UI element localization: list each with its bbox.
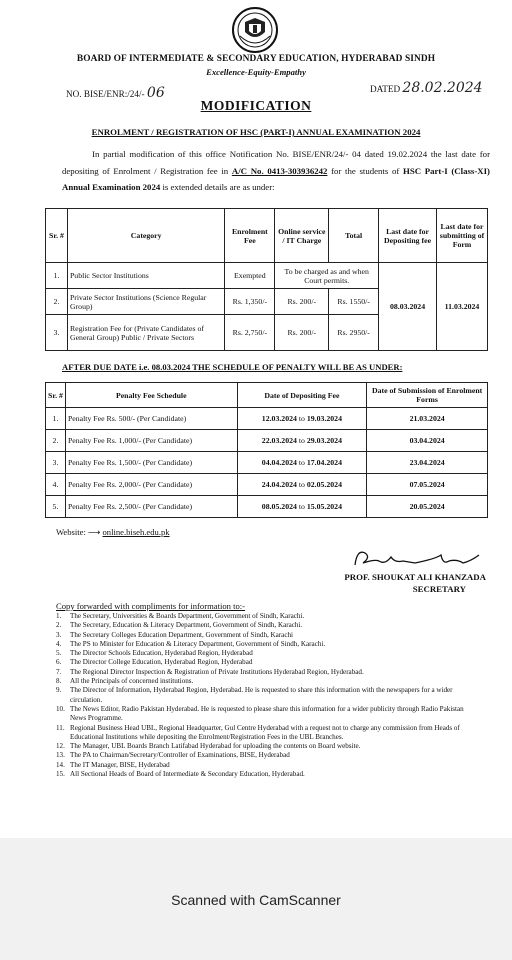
list-item-number: 15. xyxy=(56,770,65,779)
date-to: 29.03.2024 xyxy=(306,436,342,445)
table-row xyxy=(46,496,488,518)
dated xyxy=(370,80,483,96)
list-item xyxy=(56,649,476,658)
table-header: Penalty Fee Schedule xyxy=(65,383,237,408)
list-item-text: The Director of Information, Hyderabad Region, Hyderabad. He is requested to share this information with the newspapers for a wider circulation. xyxy=(70,686,453,704)
table-cell xyxy=(237,430,367,452)
table-header: Enrolment Fee xyxy=(225,209,275,263)
list-item-number: 9. xyxy=(56,686,62,695)
table-header: Sr. # xyxy=(46,383,66,408)
list-item-text: The Manager, UBL Boards Branch Latifabad Hyderabad for uploading the contents on Board website. xyxy=(70,742,361,751)
list-item xyxy=(56,677,476,686)
list-item-number: 2. xyxy=(56,621,62,630)
list-item xyxy=(56,705,476,724)
table-cell: Rs. 200/- xyxy=(275,315,329,351)
scanner-watermark: Scanned with CamScanner xyxy=(171,892,341,908)
date-to-word: to xyxy=(298,502,305,511)
table-cell: 20.05.2024 xyxy=(367,496,488,518)
table-cell: Penalty Fee Rs. 2,000/- (Per Candidate) xyxy=(65,474,237,496)
list-item-text: Regional Business Head UBL, Regional Headquarter, Gul Centre Hyderabad with a request not to charge any commission from Heads of Educational Institutions while depositing the Enrolment/Registration Fees in the UBL Branches. xyxy=(70,723,460,741)
table-cell: 3. xyxy=(46,315,68,351)
list-item-text: The Director Schools Education, Hyderabad Region, Hyderabad xyxy=(70,649,253,658)
list-item-number: 7. xyxy=(56,667,62,676)
list-item-text: The Secretary, Universities & Boards Department, Government of Sindh, Karachi. xyxy=(70,612,305,620)
list-item-number: 6. xyxy=(56,658,62,667)
list-item xyxy=(56,770,476,779)
table-cell: To be charged as and when Court permits. xyxy=(275,263,379,289)
signatory-name: PROF. SHOUKAT ALI KHANZADA xyxy=(344,572,486,582)
list-item-text: The News Editor, Radio Pakistan Hyderabad. He is requested to please share this information for a wider publicity through Radio Pakistan News Programme. xyxy=(70,704,464,723)
date-from: 24.04.2024 xyxy=(261,480,297,489)
table-cell: Private Sector Institutions (Science Regular Group) xyxy=(67,289,224,315)
body-part3: HSC Part-I (Class-XI) Annual Examination 2024 xyxy=(62,165,490,192)
list-item-number: 12. xyxy=(56,742,65,751)
table-row xyxy=(46,474,488,496)
list-item-number: 14. xyxy=(56,760,65,769)
date-to-word: to xyxy=(298,414,305,423)
table-cell: Penalty Fee Rs. 500/- (Per Candidate) xyxy=(65,408,237,430)
list-item-number: 13. xyxy=(56,751,65,760)
list-item-text: The IT Manager, BISE, Hyderabad xyxy=(70,760,170,769)
dated-value: 28.02.2024 xyxy=(402,80,483,96)
signatory-title: SECRETARY xyxy=(412,584,466,594)
body-part4: is extended details are as under: xyxy=(160,182,275,192)
list-item-number: 8. xyxy=(56,677,62,686)
submit-date-cell: 11.03.2024 xyxy=(437,263,488,351)
table-header: Category xyxy=(67,209,224,263)
copy-forwarded-heading: Copy forwarded with compliments for information to:- xyxy=(56,601,246,611)
table-row xyxy=(46,408,488,430)
table-cell: 23.04.2024 xyxy=(367,452,488,474)
list-item xyxy=(56,612,476,621)
table-header: Last date for Depositing fee xyxy=(379,209,437,263)
list-item-text: The Regional Director Inspection & Registration of Private Institutions Hyderabad Region, Hyderabad. xyxy=(70,667,364,676)
ref-no-label: NO. BISE/ENR:/24/- xyxy=(66,89,145,99)
table-cell: 2. xyxy=(46,289,68,315)
website-label: Website: xyxy=(56,527,86,537)
notification-body xyxy=(62,146,490,196)
signature xyxy=(345,545,485,571)
body-part1: In partial modification of this office Notification No. BISE/ENR/24/- 04 dated 19.02.2024 the last date for depositing of Enrolment / Registration fee in xyxy=(62,149,490,176)
table-cell: 1. xyxy=(46,263,68,289)
table-cell: Rs. 1550/- xyxy=(329,289,379,315)
website-link[interactable]: online.biseh.edu.pk xyxy=(102,527,170,537)
list-item-text: All the Principals of concerned institutions. xyxy=(70,677,194,686)
table-cell xyxy=(237,496,367,518)
table-cell: Public Sector Institutions xyxy=(67,263,224,289)
table-row xyxy=(46,263,488,289)
date-to: 17.04.2024 xyxy=(306,458,342,467)
enrolment-fee-table xyxy=(45,208,488,351)
list-item-text: The PS to Minister for Education & Literacy Department, Government of Sindh, Karachi. xyxy=(70,639,326,648)
table-cell xyxy=(237,452,367,474)
list-item-text: The Secretary Colleges Education Department, Government of Sindh, Karachi xyxy=(70,630,293,639)
list-item-text: The Secretary, Education & Literacy Department, Government of Sindh, Karachi. xyxy=(70,621,303,630)
table-cell: 1. xyxy=(46,408,66,430)
list-item-text: The Director College Education, Hyderabad Region, Hyderabad xyxy=(70,658,253,667)
list-item-number: 11. xyxy=(56,723,65,732)
distribution-list xyxy=(56,612,476,779)
table-row xyxy=(46,430,488,452)
list-item-text: All Sectional Heads of Board of Intermediate & Secondary Education, Hyderabad. xyxy=(70,770,305,779)
table-cell: Penalty Fee Rs. 1,000/- (Per Candidate) xyxy=(65,430,237,452)
list-item xyxy=(56,724,476,743)
date-from: 04.04.2024 xyxy=(261,458,297,467)
table-header: Date of Depositing Fee xyxy=(237,383,367,408)
ref-no-value: 06 xyxy=(146,85,165,101)
date-to: 19.03.2024 xyxy=(306,414,342,423)
list-item-number: 4. xyxy=(56,639,62,648)
table-header: Total xyxy=(329,209,379,263)
list-item xyxy=(56,631,476,640)
table-header: Online service / IT Charge xyxy=(275,209,329,263)
date-to-word: to xyxy=(298,480,305,489)
board-logo xyxy=(231,6,279,54)
list-item-number: 3. xyxy=(56,630,62,639)
list-item xyxy=(56,640,476,649)
list-item-number: 10. xyxy=(56,704,65,713)
document-title: MODIFICATION xyxy=(200,98,312,113)
list-item xyxy=(56,658,476,667)
list-item xyxy=(56,751,476,760)
table-header: Date of Submission of Enrolment Forms xyxy=(367,383,488,408)
table-cell: 4. xyxy=(46,474,66,496)
list-item xyxy=(56,621,476,630)
account-number: A/C No. 0413-303936242 xyxy=(231,165,328,176)
website-line xyxy=(56,527,170,538)
table-cell: Rs. 2,750/- xyxy=(225,315,275,351)
table-row xyxy=(46,452,488,474)
table-cell: 03.04.2024 xyxy=(367,430,488,452)
list-item xyxy=(56,668,476,677)
date-from: 12.03.2024 xyxy=(261,414,297,423)
list-item xyxy=(56,686,476,705)
date-to-word: to xyxy=(298,458,305,467)
table-header: Sr. # xyxy=(46,209,68,263)
body-part2: for the students of xyxy=(327,165,403,176)
dated-label: DATED xyxy=(370,84,401,94)
table-cell: Rs. 200/- xyxy=(275,289,329,315)
table-cell: 5. xyxy=(46,496,66,518)
table-cell: Penalty Fee Rs. 2,500/- (Per Candidate) xyxy=(65,496,237,518)
list-item-number: 1. xyxy=(56,612,62,620)
table-cell: Rs. 1,350/- xyxy=(225,289,275,315)
table-cell: Exempted xyxy=(225,263,275,289)
table-cell xyxy=(237,474,367,496)
table-cell: 2. xyxy=(46,430,66,452)
table-cell: 21.03.2024 xyxy=(367,408,488,430)
date-to: 15.05.2024 xyxy=(306,502,342,511)
date-to-word: to xyxy=(298,436,305,445)
table-cell: 07.05.2024 xyxy=(367,474,488,496)
table-cell: Registration Fee for (Private Candidates of General Group) Public / Private Sectors xyxy=(67,315,224,351)
list-item xyxy=(56,742,476,751)
list-item xyxy=(56,761,476,770)
table-cell xyxy=(237,408,367,430)
date-to: 02.05.2024 xyxy=(306,480,342,489)
list-item-number: 5. xyxy=(56,649,62,658)
penalty-schedule-table xyxy=(45,382,488,518)
list-item-text: The PA to Chairman/Secretary/Controller of Examinations, BISE, Hyderabad xyxy=(70,751,290,760)
document-subject: ENROLMENT / REGISTRATION OF HSC (PART-I) ANNUAL EXAMINATION 2024 xyxy=(91,127,421,137)
date-from: 22.03.2024 xyxy=(261,436,297,445)
date-from: 08.05.2024 xyxy=(261,502,297,511)
arrow-icon: ⟶ xyxy=(88,528,101,538)
deposit-date-cell: 08.03.2024 xyxy=(379,263,437,351)
board-motto: Excellence-Equity-Empathy xyxy=(206,67,306,77)
table-cell: 3. xyxy=(46,452,66,474)
table-cell: Rs. 2950/- xyxy=(329,315,379,351)
table-header: Last date for submitting of Form xyxy=(437,209,488,263)
after-due-date-heading: AFTER DUE DATE i.e. 08.03.2024 THE SCHEDULE OF PENALTY WILL BE AS UNDER: xyxy=(62,362,403,372)
board-name: BOARD OF INTERMEDIATE & SECONDARY EDUCATION, HYDERABAD SINDH xyxy=(76,54,436,64)
table-cell: Penalty Fee Rs. 1,500/- (Per Candidate) xyxy=(65,452,237,474)
